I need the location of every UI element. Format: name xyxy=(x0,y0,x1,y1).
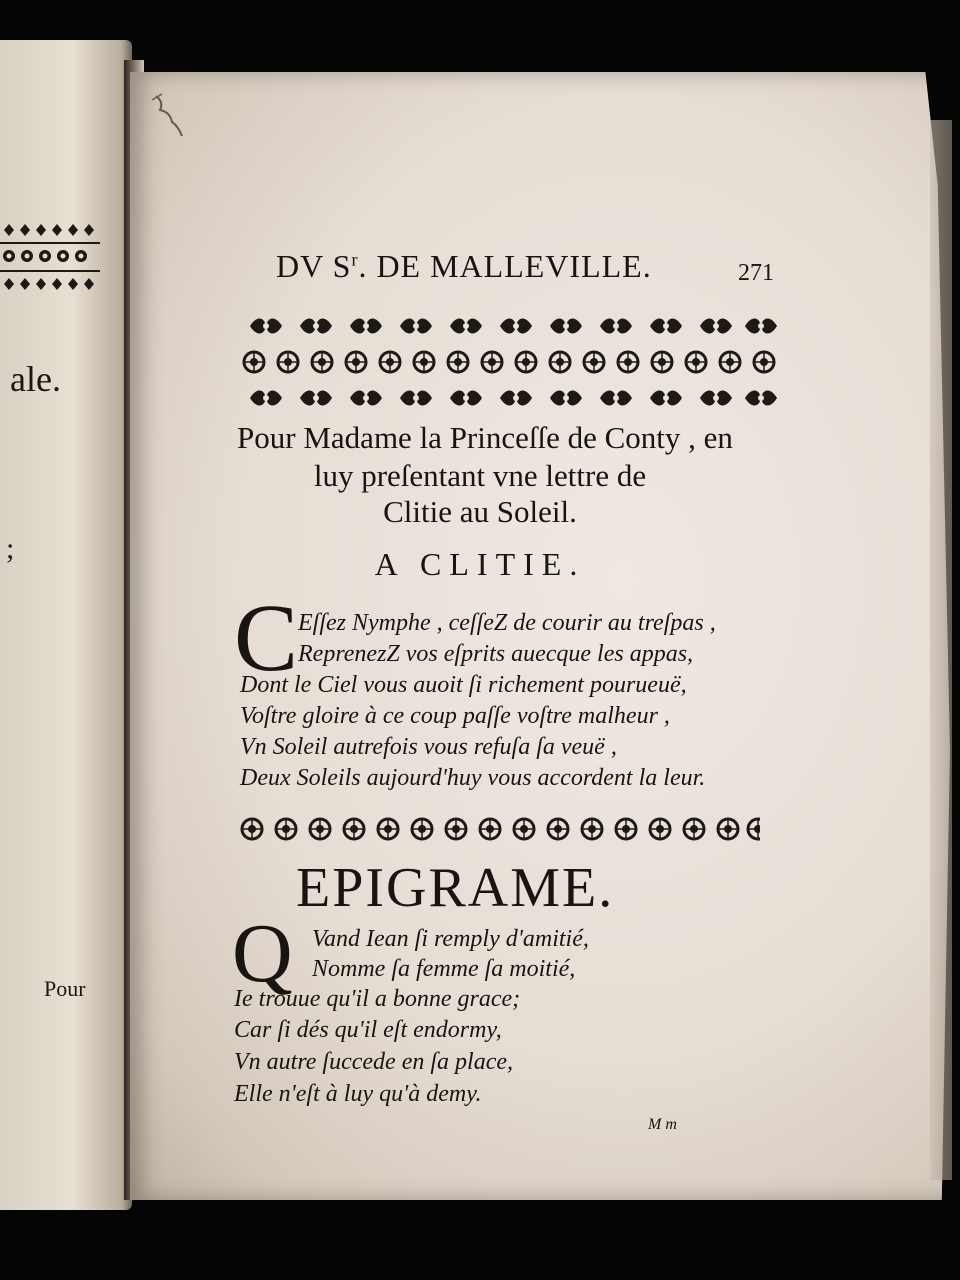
poem-title-line-1: Pour Madame la Princeſſe de Conty , en xyxy=(237,420,733,455)
epigram-line: Car ſi dés qu'il eſt endormy, xyxy=(234,1017,502,1043)
left-page-punctuation: ; xyxy=(6,532,15,565)
epigram-line: Nomme ſa femme ſa moitié, xyxy=(312,956,576,982)
poem-line: ReprenezZ vos eſprits auecque les appas, xyxy=(298,641,694,667)
left-page-text-fragment: ale. xyxy=(10,359,61,399)
epigram-title: EPIGRAME. xyxy=(296,857,615,919)
left-page-catchword: Pour xyxy=(44,976,86,1001)
signature-mark: M m xyxy=(648,1116,677,1133)
page-edge-shadow xyxy=(930,120,952,1180)
poem-line: Vn Soleil autrefois vous refuſa ſa veuë , xyxy=(240,734,617,760)
epigram-line: Ie trouue qu'il a bonne grace; xyxy=(234,986,521,1012)
poem-title-line-3: Clitie au Soleil. xyxy=(383,494,577,529)
epigram-line: Vand Iean ſi remply d'amitié, xyxy=(312,926,589,952)
epigram-drop-cap: Q xyxy=(232,907,293,1000)
page-stain xyxy=(148,86,208,146)
poem-line: Eſſez Nymphe , ceſſeZ de courir au treſpas , xyxy=(298,610,716,636)
poem-line: Dont le Ciel vous auoit ſi richement pourueuë, xyxy=(240,672,687,698)
epigram-line: Elle n'eſt à luy qu'à demy. xyxy=(234,1081,482,1107)
poem-heading: A CLITIE. xyxy=(374,546,586,582)
fleuron-ornament-divider xyxy=(240,814,760,844)
running-head: DV $S^r$. DE MALLEVILLE. xyxy=(276,248,652,284)
poem-line: Voſtre gloire à ce coup paſſe voſtre malheur , xyxy=(240,703,670,729)
page-number: 271 xyxy=(738,260,774,286)
poem-drop-cap: C xyxy=(234,584,299,691)
facing-page-left xyxy=(0,40,132,1210)
epigram-line: Vn autre ſuccede en ſa place, xyxy=(234,1049,513,1075)
fleuron-ornament-left xyxy=(0,222,100,304)
poem-title-line-2: luy preſentant vne lettre de xyxy=(313,458,647,493)
fleuron-ornament-header xyxy=(240,310,780,414)
poem-line: Deux Soleils aujourd'huy vous accordent la leur. xyxy=(240,765,706,791)
